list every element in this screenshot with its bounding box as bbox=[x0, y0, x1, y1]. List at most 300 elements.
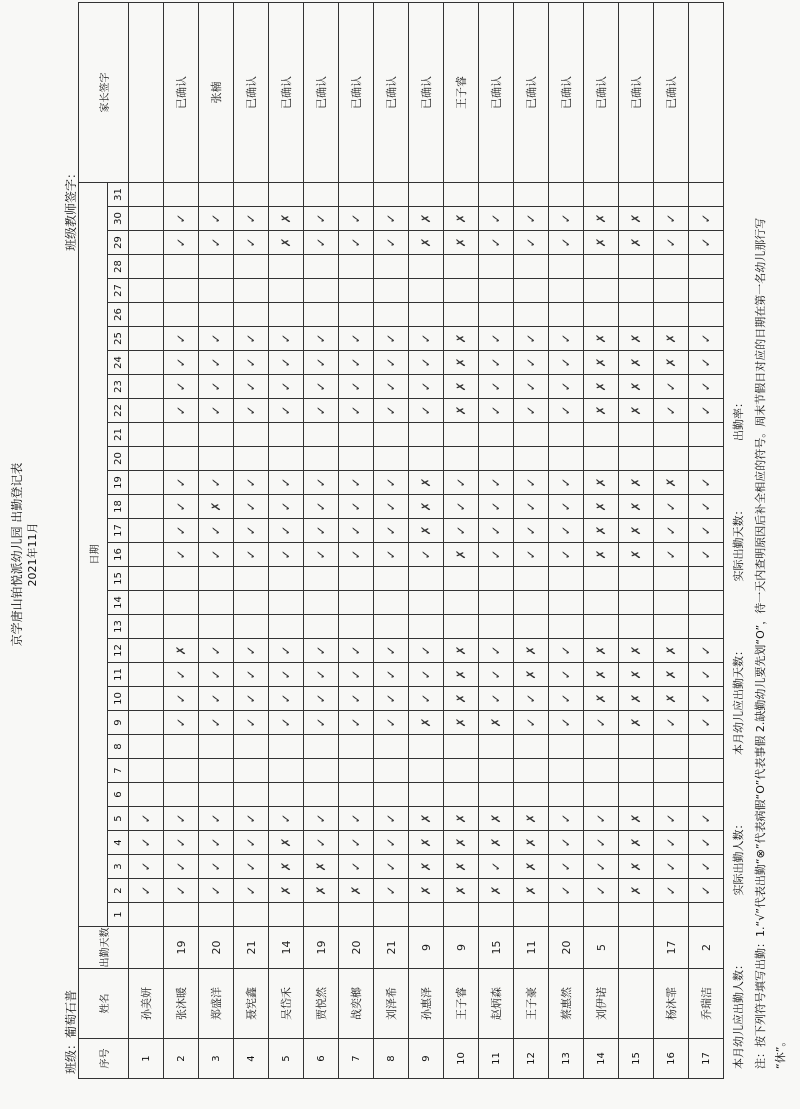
attendance-mark: ✓ bbox=[689, 687, 724, 711]
attendance-mark: ✓ bbox=[374, 639, 409, 663]
attendance-mark bbox=[199, 591, 234, 615]
attendance-mark bbox=[129, 639, 164, 663]
attendance-mark: ✓ bbox=[689, 663, 724, 687]
attendance-mark: ✓ bbox=[479, 543, 514, 567]
attendance-mark bbox=[129, 903, 164, 927]
attendance-mark: ✗ bbox=[409, 495, 444, 519]
attendance-mark bbox=[199, 255, 234, 279]
attendance-mark: ✓ bbox=[199, 855, 234, 879]
attendance-mark: ✗ bbox=[444, 207, 479, 231]
attendance-mark: ✗ bbox=[584, 327, 619, 351]
attendance-mark: ✓ bbox=[689, 351, 724, 375]
attendance-mark: ✗ bbox=[444, 711, 479, 735]
day-number: 8 bbox=[108, 735, 129, 759]
attendance-mark: ✓ bbox=[549, 351, 584, 375]
attendance-mark bbox=[514, 735, 549, 759]
attendance-mark bbox=[514, 567, 549, 591]
attendance-mark: ✓ bbox=[304, 231, 339, 255]
row-number: 15 bbox=[619, 1039, 654, 1079]
header-parent-sign: 家长签字 bbox=[79, 3, 129, 183]
attendance-mark bbox=[584, 735, 619, 759]
attendance-mark: ✓ bbox=[339, 375, 374, 399]
attendance-mark: ✓ bbox=[479, 327, 514, 351]
attendance-mark: ✓ bbox=[339, 327, 374, 351]
row-number: 1 bbox=[129, 1039, 164, 1079]
attendance-mark bbox=[689, 759, 724, 783]
attendance-mark bbox=[409, 759, 444, 783]
row-number: 2 bbox=[164, 1039, 199, 1079]
parent-signature: 已确认 bbox=[654, 3, 689, 183]
attendance-mark bbox=[199, 447, 234, 471]
attendance-mark: ✓ bbox=[479, 663, 514, 687]
attendance-mark: ✓ bbox=[689, 471, 724, 495]
attendance-mark: ✓ bbox=[689, 711, 724, 735]
row-number: 14 bbox=[584, 1039, 619, 1079]
child-name: 王子睿 bbox=[444, 969, 479, 1039]
child-name: 聂宪鑫 bbox=[234, 969, 269, 1039]
day-number: 23 bbox=[108, 375, 129, 399]
attendance-mark: ✗ bbox=[269, 231, 304, 255]
attendance-mark: ✓ bbox=[444, 495, 479, 519]
attendance-mark: ✗ bbox=[584, 495, 619, 519]
attendance-mark bbox=[549, 255, 584, 279]
attendance-mark bbox=[479, 759, 514, 783]
table-row bbox=[199, 3, 234, 1079]
attendance-mark bbox=[234, 567, 269, 591]
attendance-mark bbox=[199, 759, 234, 783]
attendance-mark: ✓ bbox=[444, 471, 479, 495]
attendance-mark: ✗ bbox=[619, 351, 654, 375]
attendance-mark: ✗ bbox=[584, 639, 619, 663]
attendance-mark bbox=[199, 567, 234, 591]
attendance-mark bbox=[164, 615, 199, 639]
attendance-mark bbox=[164, 783, 199, 807]
table-row bbox=[584, 3, 619, 1079]
attendance-mark bbox=[199, 903, 234, 927]
attendance-mark: ✗ bbox=[444, 543, 479, 567]
attendance-mark bbox=[164, 759, 199, 783]
attendance-mark bbox=[584, 255, 619, 279]
attendance-mark: ✓ bbox=[339, 207, 374, 231]
footer-actual-children: 实际出勤人数： bbox=[732, 818, 745, 896]
attendance-mark: ✓ bbox=[199, 207, 234, 231]
attendance-mark bbox=[689, 615, 724, 639]
attendance-mark bbox=[584, 903, 619, 927]
attendance-mark bbox=[339, 279, 374, 303]
attendance-mark: ✗ bbox=[514, 831, 549, 855]
attendance-mark: ✓ bbox=[409, 399, 444, 423]
attendance-mark: ✗ bbox=[584, 399, 619, 423]
parent-signature bbox=[689, 3, 724, 183]
attendance-mark bbox=[199, 423, 234, 447]
attendance-mark bbox=[479, 735, 514, 759]
attendance-mark bbox=[234, 759, 269, 783]
attendance-mark bbox=[444, 615, 479, 639]
attendance-mark bbox=[129, 255, 164, 279]
attendance-mark bbox=[129, 375, 164, 399]
attendance-mark: ✓ bbox=[269, 375, 304, 399]
attendance-mark: ✗ bbox=[304, 879, 339, 903]
attendance-mark bbox=[129, 543, 164, 567]
attendance-mark bbox=[619, 759, 654, 783]
attendance-mark: ✗ bbox=[269, 831, 304, 855]
attendance-mark: ✓ bbox=[269, 543, 304, 567]
attendance-mark: ✓ bbox=[479, 207, 514, 231]
attendance-mark: ✓ bbox=[339, 687, 374, 711]
attendance-mark bbox=[304, 279, 339, 303]
day-number: 9 bbox=[108, 711, 129, 735]
attendance-mark: ✓ bbox=[304, 807, 339, 831]
attendance-mark bbox=[619, 591, 654, 615]
header-name: 姓名 bbox=[79, 969, 129, 1039]
attendance-mark bbox=[129, 687, 164, 711]
attendance-mark: ✓ bbox=[549, 495, 584, 519]
table-row bbox=[164, 3, 199, 1079]
attendance-mark: ✓ bbox=[689, 831, 724, 855]
attendance-mark: ✓ bbox=[549, 519, 584, 543]
attendance-mark bbox=[514, 759, 549, 783]
table-row bbox=[654, 3, 689, 1079]
attendance-mark bbox=[269, 759, 304, 783]
attendance-mark: ✓ bbox=[304, 207, 339, 231]
attendance-mark bbox=[409, 183, 444, 207]
attendance-mark: ✓ bbox=[339, 543, 374, 567]
attendance-mark: ✓ bbox=[164, 687, 199, 711]
attendance-mark: ✓ bbox=[199, 519, 234, 543]
attendance-mark bbox=[269, 735, 304, 759]
footer-expected-children: 本月幼儿应出勤人数： bbox=[732, 959, 745, 1069]
attendance-mark bbox=[304, 903, 339, 927]
parent-signature: 已确认 bbox=[619, 3, 654, 183]
attendance-mark bbox=[444, 783, 479, 807]
sheet-subtitle: 2021年11月 bbox=[26, 522, 39, 587]
row-number: 16 bbox=[654, 1039, 689, 1079]
child-name: 战奕榔 bbox=[339, 969, 374, 1039]
attendance-days: 5 bbox=[584, 927, 619, 969]
attendance-mark bbox=[129, 663, 164, 687]
attendance-mark: ✓ bbox=[339, 495, 374, 519]
attendance-mark bbox=[479, 255, 514, 279]
attendance-mark bbox=[409, 423, 444, 447]
attendance-mark: ✗ bbox=[514, 879, 549, 903]
attendance-mark: ✓ bbox=[304, 831, 339, 855]
attendance-mark: ✓ bbox=[514, 399, 549, 423]
parent-signature: 已确认 bbox=[514, 3, 549, 183]
attendance-mark: ✗ bbox=[654, 471, 689, 495]
attendance-mark: ✓ bbox=[479, 471, 514, 495]
attendance-mark bbox=[689, 279, 724, 303]
attendance-mark: ✓ bbox=[304, 495, 339, 519]
attendance-mark: ✗ bbox=[444, 351, 479, 375]
attendance-mark bbox=[584, 615, 619, 639]
attendance-mark bbox=[409, 783, 444, 807]
attendance-mark bbox=[304, 783, 339, 807]
attendance-mark bbox=[164, 567, 199, 591]
attendance-mark bbox=[199, 615, 234, 639]
attendance-mark bbox=[234, 423, 269, 447]
class-label: 班级：葡萄石普 bbox=[64, 989, 78, 1074]
attendance-mark: ✓ bbox=[164, 879, 199, 903]
attendance-mark: ✓ bbox=[374, 879, 409, 903]
attendance-mark: ✓ bbox=[164, 855, 199, 879]
attendance-mark: ✓ bbox=[549, 471, 584, 495]
attendance-mark bbox=[479, 279, 514, 303]
attendance-mark bbox=[164, 183, 199, 207]
attendance-mark: ✗ bbox=[514, 855, 549, 879]
attendance-mark: ✓ bbox=[479, 231, 514, 255]
day-number: 3 bbox=[108, 855, 129, 879]
attendance-mark bbox=[374, 423, 409, 447]
attendance-mark: ✓ bbox=[304, 351, 339, 375]
attendance-mark: ✓ bbox=[374, 399, 409, 423]
attendance-mark: ✗ bbox=[584, 375, 619, 399]
attendance-mark: ✓ bbox=[374, 855, 409, 879]
attendance-mark bbox=[479, 447, 514, 471]
attendance-mark: ✓ bbox=[269, 639, 304, 663]
attendance-mark: ✗ bbox=[409, 471, 444, 495]
attendance-mark bbox=[584, 303, 619, 327]
attendance-mark: ✓ bbox=[164, 831, 199, 855]
attendance-mark bbox=[304, 615, 339, 639]
attendance-mark bbox=[304, 567, 339, 591]
attendance-days: 21 bbox=[234, 927, 269, 969]
day-number: 29 bbox=[108, 231, 129, 255]
child-name: 贾悦然 bbox=[304, 969, 339, 1039]
attendance-mark: ✓ bbox=[304, 639, 339, 663]
attendance-mark bbox=[619, 303, 654, 327]
attendance-mark: ✗ bbox=[444, 879, 479, 903]
attendance-mark bbox=[339, 423, 374, 447]
table-row bbox=[444, 3, 479, 1079]
attendance-mark bbox=[654, 591, 689, 615]
attendance-mark: ✓ bbox=[269, 687, 304, 711]
attendance-mark: ✓ bbox=[234, 471, 269, 495]
attendance-mark: ✗ bbox=[619, 231, 654, 255]
attendance-mark bbox=[514, 183, 549, 207]
parent-signature: 已确认 bbox=[339, 3, 374, 183]
attendance-days: 9 bbox=[409, 927, 444, 969]
attendance-mark: ✗ bbox=[654, 663, 689, 687]
attendance-mark: ✓ bbox=[549, 231, 584, 255]
day-number: 14 bbox=[108, 591, 129, 615]
attendance-mark: ✓ bbox=[409, 687, 444, 711]
attendance-mark: ✓ bbox=[549, 327, 584, 351]
attendance-mark bbox=[479, 183, 514, 207]
parent-signature bbox=[129, 3, 164, 183]
attendance-mark: ✓ bbox=[234, 855, 269, 879]
attendance-mark: ✓ bbox=[374, 471, 409, 495]
attendance-mark bbox=[339, 447, 374, 471]
attendance-mark: ✓ bbox=[164, 351, 199, 375]
attendance-mark: ✓ bbox=[164, 711, 199, 735]
day-number: 12 bbox=[108, 639, 129, 663]
attendance-mark bbox=[654, 303, 689, 327]
attendance-mark bbox=[409, 735, 444, 759]
attendance-mark bbox=[584, 183, 619, 207]
attendance-mark bbox=[514, 783, 549, 807]
attendance-mark: ✓ bbox=[479, 351, 514, 375]
attendance-mark: ✓ bbox=[304, 519, 339, 543]
attendance-mark: ✓ bbox=[689, 855, 724, 879]
attendance-mark bbox=[654, 567, 689, 591]
attendance-mark: ✓ bbox=[339, 519, 374, 543]
attendance-mark: ✓ bbox=[374, 543, 409, 567]
attendance-mark: ✓ bbox=[269, 399, 304, 423]
attendance-mark bbox=[129, 615, 164, 639]
attendance-mark: ✓ bbox=[374, 351, 409, 375]
table-row bbox=[234, 3, 269, 1079]
attendance-mark: ✗ bbox=[619, 327, 654, 351]
attendance-mark bbox=[444, 255, 479, 279]
attendance-mark: ✓ bbox=[339, 663, 374, 687]
attendance-mark bbox=[479, 591, 514, 615]
attendance-mark bbox=[129, 303, 164, 327]
attendance-mark bbox=[619, 447, 654, 471]
attendance-mark bbox=[654, 447, 689, 471]
attendance-mark bbox=[584, 783, 619, 807]
attendance-mark: ✓ bbox=[304, 375, 339, 399]
attendance-mark: ✓ bbox=[654, 519, 689, 543]
attendance-mark bbox=[444, 567, 479, 591]
attendance-mark: ✓ bbox=[234, 351, 269, 375]
attendance-mark: ✗ bbox=[584, 231, 619, 255]
table-row bbox=[269, 3, 304, 1079]
attendance-mark bbox=[129, 567, 164, 591]
attendance-mark: ✓ bbox=[549, 711, 584, 735]
attendance-mark bbox=[549, 279, 584, 303]
attendance-mark: ✗ bbox=[164, 639, 199, 663]
attendance-mark: ✗ bbox=[444, 399, 479, 423]
attendance-mark: ✗ bbox=[654, 687, 689, 711]
attendance-mark: ✓ bbox=[129, 879, 164, 903]
table-row bbox=[409, 3, 444, 1079]
day-number: 2 bbox=[108, 879, 129, 903]
attendance-mark bbox=[654, 183, 689, 207]
attendance-mark: ✓ bbox=[164, 807, 199, 831]
day-number: 13 bbox=[108, 615, 129, 639]
attendance-mark: ✓ bbox=[689, 519, 724, 543]
attendance-mark bbox=[549, 423, 584, 447]
parent-signature: 已确认 bbox=[374, 3, 409, 183]
attendance-mark bbox=[689, 735, 724, 759]
attendance-mark bbox=[129, 471, 164, 495]
attendance-mark bbox=[164, 447, 199, 471]
attendance-mark bbox=[409, 279, 444, 303]
attendance-mark: ✗ bbox=[409, 855, 444, 879]
attendance-mark bbox=[269, 783, 304, 807]
attendance-mark bbox=[654, 783, 689, 807]
attendance-mark bbox=[304, 423, 339, 447]
child-name: 刘泽希 bbox=[374, 969, 409, 1039]
attendance-mark: ✓ bbox=[234, 807, 269, 831]
attendance-mark: ✓ bbox=[374, 375, 409, 399]
attendance-mark: ✓ bbox=[514, 519, 549, 543]
attendance-mark: ✓ bbox=[654, 375, 689, 399]
attendance-mark bbox=[689, 255, 724, 279]
day-number: 15 bbox=[108, 567, 129, 591]
attendance-mark: ✓ bbox=[514, 687, 549, 711]
attendance-mark: ✗ bbox=[409, 831, 444, 855]
attendance-mark: ✓ bbox=[269, 351, 304, 375]
attendance-mark: ✓ bbox=[689, 495, 724, 519]
attendance-mark bbox=[479, 567, 514, 591]
attendance-mark bbox=[584, 279, 619, 303]
attendance-days bbox=[619, 927, 654, 969]
attendance-mark: ✓ bbox=[374, 231, 409, 255]
day-number: 17 bbox=[108, 519, 129, 543]
attendance-mark bbox=[444, 447, 479, 471]
attendance-mark bbox=[584, 567, 619, 591]
attendance-mark bbox=[584, 759, 619, 783]
attendance-mark: ✗ bbox=[619, 687, 654, 711]
attendance-mark: ✓ bbox=[164, 519, 199, 543]
attendance-mark: ✓ bbox=[199, 807, 234, 831]
parent-signature: 已确认 bbox=[584, 3, 619, 183]
attendance-mark: ✓ bbox=[199, 471, 234, 495]
attendance-mark: ✓ bbox=[164, 207, 199, 231]
attendance-mark bbox=[374, 735, 409, 759]
attendance-mark: ✓ bbox=[479, 399, 514, 423]
attendance-mark bbox=[514, 591, 549, 615]
attendance-mark: ✓ bbox=[199, 663, 234, 687]
attendance-mark bbox=[479, 903, 514, 927]
attendance-mark bbox=[409, 615, 444, 639]
attendance-mark bbox=[374, 567, 409, 591]
table-row bbox=[689, 3, 724, 1079]
attendance-mark: ✓ bbox=[304, 327, 339, 351]
attendance-mark: ✓ bbox=[374, 807, 409, 831]
attendance-mark bbox=[234, 255, 269, 279]
attendance-mark: ✓ bbox=[654, 831, 689, 855]
day-number: 31 bbox=[108, 183, 129, 207]
attendance-mark: ✓ bbox=[409, 327, 444, 351]
attendance-mark: ✗ bbox=[619, 663, 654, 687]
attendance-mark bbox=[619, 567, 654, 591]
attendance-mark bbox=[619, 903, 654, 927]
attendance-mark bbox=[584, 423, 619, 447]
child-name: 刘伊诺 bbox=[584, 969, 619, 1039]
attendance-mark: ✗ bbox=[654, 639, 689, 663]
table-row bbox=[339, 3, 374, 1079]
attendance-mark bbox=[304, 591, 339, 615]
attendance-mark: ✗ bbox=[514, 639, 549, 663]
row-number: 17 bbox=[689, 1039, 724, 1079]
attendance-mark: ✓ bbox=[234, 519, 269, 543]
attendance-mark: ✓ bbox=[549, 639, 584, 663]
attendance-mark: ✓ bbox=[164, 471, 199, 495]
attendance-mark: ✗ bbox=[584, 543, 619, 567]
attendance-mark bbox=[339, 759, 374, 783]
attendance-mark bbox=[584, 591, 619, 615]
attendance-mark: ✓ bbox=[584, 711, 619, 735]
day-number: 28 bbox=[108, 255, 129, 279]
attendance-mark: ✓ bbox=[514, 375, 549, 399]
attendance-mark bbox=[374, 591, 409, 615]
day-number: 30 bbox=[108, 207, 129, 231]
teacher-sign-label: 班级教师签字： bbox=[64, 166, 78, 251]
attendance-mark bbox=[199, 735, 234, 759]
attendance-mark bbox=[269, 303, 304, 327]
attendance-mark bbox=[514, 303, 549, 327]
parent-signature: 已确认 bbox=[409, 3, 444, 183]
day-number: 11 bbox=[108, 663, 129, 687]
attendance-mark bbox=[479, 615, 514, 639]
attendance-mark bbox=[129, 351, 164, 375]
attendance-mark: ✗ bbox=[479, 711, 514, 735]
attendance-mark bbox=[164, 255, 199, 279]
attendance-mark bbox=[619, 183, 654, 207]
attendance-mark: ✗ bbox=[619, 399, 654, 423]
